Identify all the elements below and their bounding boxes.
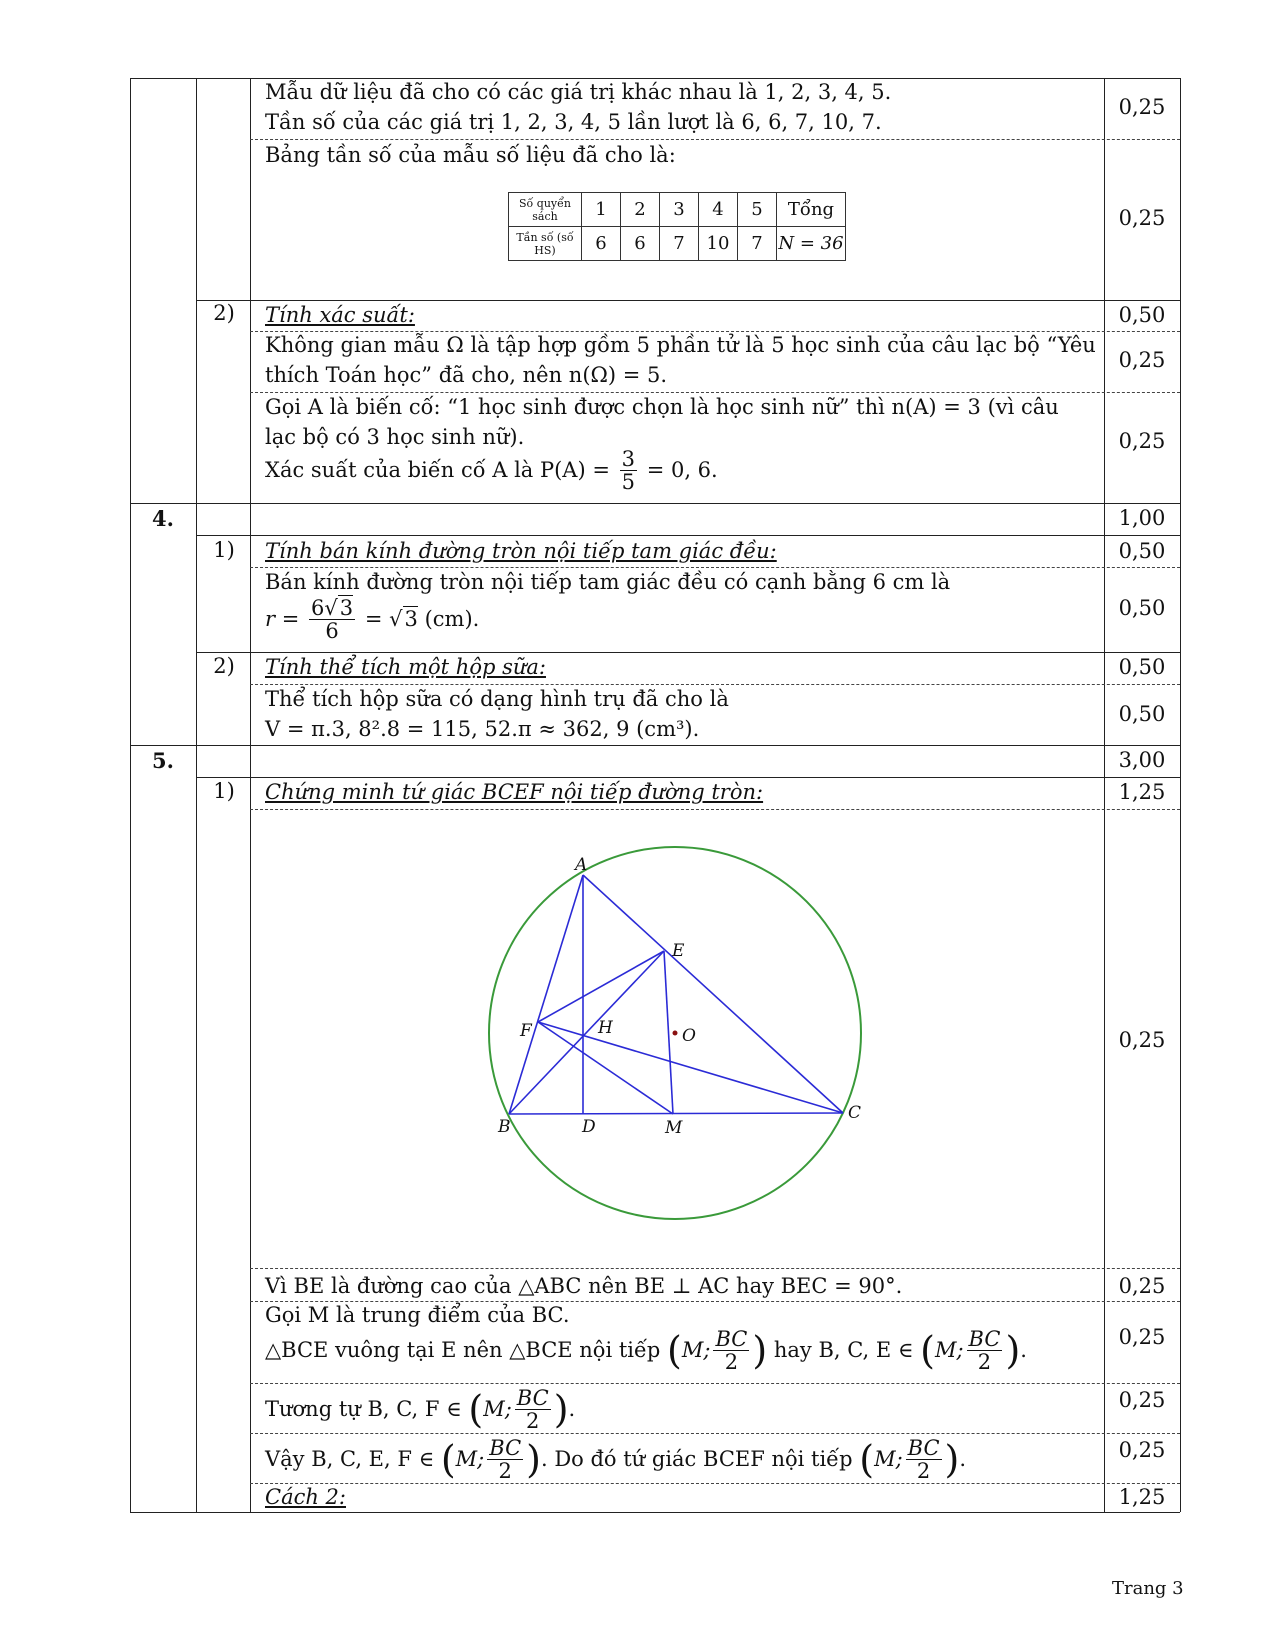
table-cell: 1 <box>582 193 621 227</box>
fraction-numerator: BC <box>489 1436 522 1460</box>
row-divider <box>250 1301 1180 1302</box>
radius-fraction <box>967 1328 1003 1373</box>
row-divider <box>250 331 1180 332</box>
segment-EM <box>664 951 673 1114</box>
q3-part2-p2-line3 <box>265 448 718 493</box>
q3-part2-p2-line2: lạc bộ có 3 học sinh nữ). <box>265 425 525 449</box>
q4-part1-number: 1) <box>213 538 235 562</box>
table-cell: Số quyển sách <box>509 193 582 227</box>
table-border-right <box>1180 78 1181 1512</box>
fraction-numerator: 6√3 <box>311 596 354 620</box>
q5-total-score: 3,00 <box>1118 748 1166 772</box>
column-divider-content <box>250 78 251 1512</box>
q3-part2-heading-score: 0,50 <box>1118 303 1166 327</box>
paren-close: ) <box>553 1387 569 1432</box>
paren-open: ( <box>920 1328 935 1373</box>
table-cell: N = 36 <box>777 227 846 261</box>
segment-AB <box>509 875 583 1114</box>
table-cell: 2 <box>621 193 660 227</box>
radius-fraction <box>713 1328 749 1373</box>
radius-fraction <box>515 1387 551 1432</box>
step2-text-a: △BCE vuông tại E nên △BCE nội tiếp <box>265 1338 661 1363</box>
fraction-numerator: BC <box>968 1327 1001 1351</box>
table-cell: 6 <box>582 227 621 261</box>
table-cell: 5 <box>738 193 777 227</box>
table-border-left <box>130 78 131 1512</box>
q3-part1-line2: Tần số của các giá trị 1, 2, 3, 4, 5 lần lượt là 6, 6, 7, 10, 7. <box>265 110 882 134</box>
table-row <box>509 227 846 261</box>
q4-part2-heading: Tính thể tích một hộp sữa: <box>265 655 546 679</box>
row-divider <box>250 139 1180 140</box>
q5-number: 5. <box>152 748 174 773</box>
segment-AC <box>583 875 843 1113</box>
q3-part2-p2-line1: Gọi A là biến cố: “1 học sinh được chọn là học sinh nữ” thì n(A) = 3 (vì câu <box>265 395 1059 419</box>
q5-step3 <box>265 1387 575 1432</box>
q5-part1-heading: Chứng minh tứ giác BCEF nội tiếp đường tròn: <box>265 780 764 804</box>
point-label-O: O <box>682 1026 696 1046</box>
row-divider <box>250 809 1180 810</box>
period: . <box>568 1397 576 1422</box>
table-border-bottom <box>130 1512 1180 1513</box>
unit-text: (cm). <box>424 607 480 632</box>
circle-center: M; <box>874 1447 903 1472</box>
point-label-D: D <box>582 1117 596 1137</box>
period: . <box>1020 1338 1027 1363</box>
circle-center: M; <box>455 1447 485 1472</box>
center-point-O <box>673 1031 678 1036</box>
table-cell: 4 <box>699 193 738 227</box>
fraction-numerator: 3 <box>621 447 636 471</box>
q4-part1-score: 0,50 <box>1118 596 1166 620</box>
row-divider <box>250 1433 1180 1434</box>
fraction-denominator: 6 <box>325 619 339 644</box>
frequency-table <box>508 192 846 261</box>
q3-part2-number: 2) <box>213 301 235 325</box>
paren-close: ) <box>526 1437 541 1482</box>
q4-part2-number: 2) <box>213 654 235 678</box>
table-cell: 10 <box>699 227 738 261</box>
table-cell: 7 <box>738 227 777 261</box>
fraction-denominator: 2 <box>916 1459 931 1484</box>
altitude-BE <box>509 951 664 1114</box>
row-divider <box>250 567 1180 568</box>
point-label-E: E <box>672 941 685 961</box>
equals-sign: = <box>364 607 383 632</box>
row-divider <box>196 777 1180 778</box>
table-cell: Tần số (số HS) <box>509 227 582 261</box>
q3-part1-line1: Mẫu dữ liệu đã cho có các giá trị khác nhau là 1, 2, 3, 4, 5. <box>265 80 892 104</box>
q4-number: 4. <box>152 506 174 531</box>
step4-text-b: . Do đó tứ giác BCEF nội tiếp <box>540 1447 853 1472</box>
row-divider <box>250 1268 1180 1269</box>
column-divider-score <box>1104 78 1105 1512</box>
step3-text: Tương tự B, C, F ∈ <box>265 1397 462 1422</box>
point-label-H: H <box>598 1018 613 1038</box>
row-divider <box>130 745 1180 746</box>
q5-step2-score: 0,25 <box>1118 1325 1166 1349</box>
probability-fraction <box>620 448 637 493</box>
column-divider-number <box>196 78 197 1512</box>
table-cell: Tổng <box>777 193 846 227</box>
paren-open: ( <box>667 1328 682 1373</box>
q4-part1-line1: Bán kính đường tròn nội tiếp tam giác đều có cạnh bằng 6 cm là <box>265 570 951 594</box>
q5-method2-heading: Cách 2: <box>265 1485 346 1509</box>
fraction-denominator: 2 <box>498 1459 512 1484</box>
row-divider <box>250 1483 1180 1484</box>
point-label-F: F <box>520 1021 532 1041</box>
paren-close: ) <box>1005 1328 1021 1373</box>
q5-step1: Vì BE là đường cao của △ABC nên BE ⊥ AC hay BEC = 90°. <box>265 1274 903 1298</box>
fraction-numerator: BC <box>907 1436 940 1460</box>
numerator-radicand: 3 <box>339 596 354 620</box>
point-label-C: C <box>848 1103 862 1123</box>
table-cell: 6 <box>621 227 660 261</box>
q3-part1-score1: 0,25 <box>1118 95 1166 119</box>
row-divider <box>196 652 1180 653</box>
q5-step1-score: 0,25 <box>1118 1274 1166 1298</box>
table-cell: 7 <box>660 227 699 261</box>
row-divider <box>250 684 1180 685</box>
probability-result: = 0, 6. <box>646 458 718 483</box>
paren-open: ( <box>468 1387 484 1432</box>
row-divider <box>196 300 1180 301</box>
fraction-denominator: 2 <box>526 1409 540 1434</box>
fraction-denominator: 2 <box>977 1350 992 1375</box>
radius-symbol: r = <box>265 607 300 632</box>
q4-part2-line1: Thể tích hộp sữa có dạng hình trụ đã cho là <box>265 687 729 711</box>
circle-center: M; <box>934 1338 964 1363</box>
fraction-denominator: 2 <box>724 1350 739 1375</box>
fraction-numerator: BC <box>715 1327 748 1351</box>
table-cell: 3 <box>660 193 699 227</box>
q4-part2-line2: V = π.3, 8².8 = 115, 52.π ≈ 362, 9 (cm³). <box>265 717 700 741</box>
q4-part2-score: 0,50 <box>1118 702 1166 726</box>
q4-part2-heading-score: 0,50 <box>1118 655 1166 679</box>
sqrt-result: √3 <box>389 607 418 632</box>
q5-method2-score: 1,25 <box>1118 1485 1166 1509</box>
q4-total-score: 1,00 <box>1118 506 1166 530</box>
step4-text-a: Vậy B, C, E, F ∈ <box>265 1447 435 1472</box>
q3-part2-heading: Tính xác suất: <box>265 303 415 327</box>
q3-part2-p1-line1: Không gian mẫu Ω là tập hợp gồm 5 phần tử là 5 học sinh của câu lạc bộ “Yêu <box>265 333 1096 357</box>
row-divider <box>130 503 1180 504</box>
point-label-A: A <box>575 855 588 875</box>
probability-text: Xác suất của biến cố A là P(A) = <box>265 458 610 483</box>
q4-part1-heading-score: 0,50 <box>1118 539 1166 563</box>
q5-step4-score: 0,25 <box>1118 1438 1166 1462</box>
table-border-top <box>130 78 1180 79</box>
paren-open: ( <box>440 1437 456 1482</box>
q5-step2-line2 <box>265 1328 1027 1373</box>
segment-BC <box>509 1113 843 1114</box>
q3-part1-line3: Bảng tần số của mẫu số liệu đã cho là: <box>265 143 676 167</box>
radius-fraction <box>309 597 355 642</box>
point-label-M: M <box>665 1118 683 1138</box>
fraction-denominator: 5 <box>621 470 636 495</box>
q4-part1-heading: Tính bán kính đường tròn nội tiếp tam giác đều: <box>265 539 777 563</box>
q3-part1-score2: 0,25 <box>1118 206 1166 230</box>
circle-center: M; <box>483 1397 512 1422</box>
geometry-figure <box>480 840 880 1240</box>
radius-fraction <box>487 1437 523 1482</box>
q4-part1-formula <box>265 597 479 642</box>
q3-part2-p2-score: 0,25 <box>1118 429 1166 453</box>
row-divider <box>250 1383 1180 1384</box>
q5-part1-number: 1) <box>213 779 235 803</box>
q5-step3-score: 0,25 <box>1118 1388 1166 1412</box>
sqrt-radicand: 3 <box>404 607 418 632</box>
paren-open: ( <box>859 1437 875 1482</box>
q5-figure-score: 0,25 <box>1118 1028 1166 1052</box>
numerator-coefficient: 6 <box>311 596 325 620</box>
circle-center: M; <box>681 1338 711 1363</box>
row-divider <box>250 392 1180 393</box>
q3-part2-p1-score: 0,25 <box>1118 348 1166 372</box>
paren-close: ) <box>752 1328 768 1373</box>
step2-text-b: hay B, C, E ∈ <box>773 1338 914 1363</box>
page-number: Trang 3 <box>1112 1578 1184 1599</box>
q5-step4 <box>265 1437 966 1482</box>
radius-fraction <box>906 1437 942 1482</box>
q5-step2-line1: Gọi M là trung điểm của BC. <box>265 1303 570 1327</box>
paren-close: ) <box>944 1437 960 1482</box>
q3-part2-p1-line2: thích Toán học” đã cho, nên n(Ω) = 5. <box>265 363 668 387</box>
table-row <box>509 193 846 227</box>
q5-part1-heading-score: 1,25 <box>1118 780 1166 804</box>
point-label-B: B <box>498 1117 511 1137</box>
row-divider <box>196 535 1180 536</box>
period: . <box>959 1447 967 1472</box>
fraction-numerator: BC <box>516 1386 549 1410</box>
